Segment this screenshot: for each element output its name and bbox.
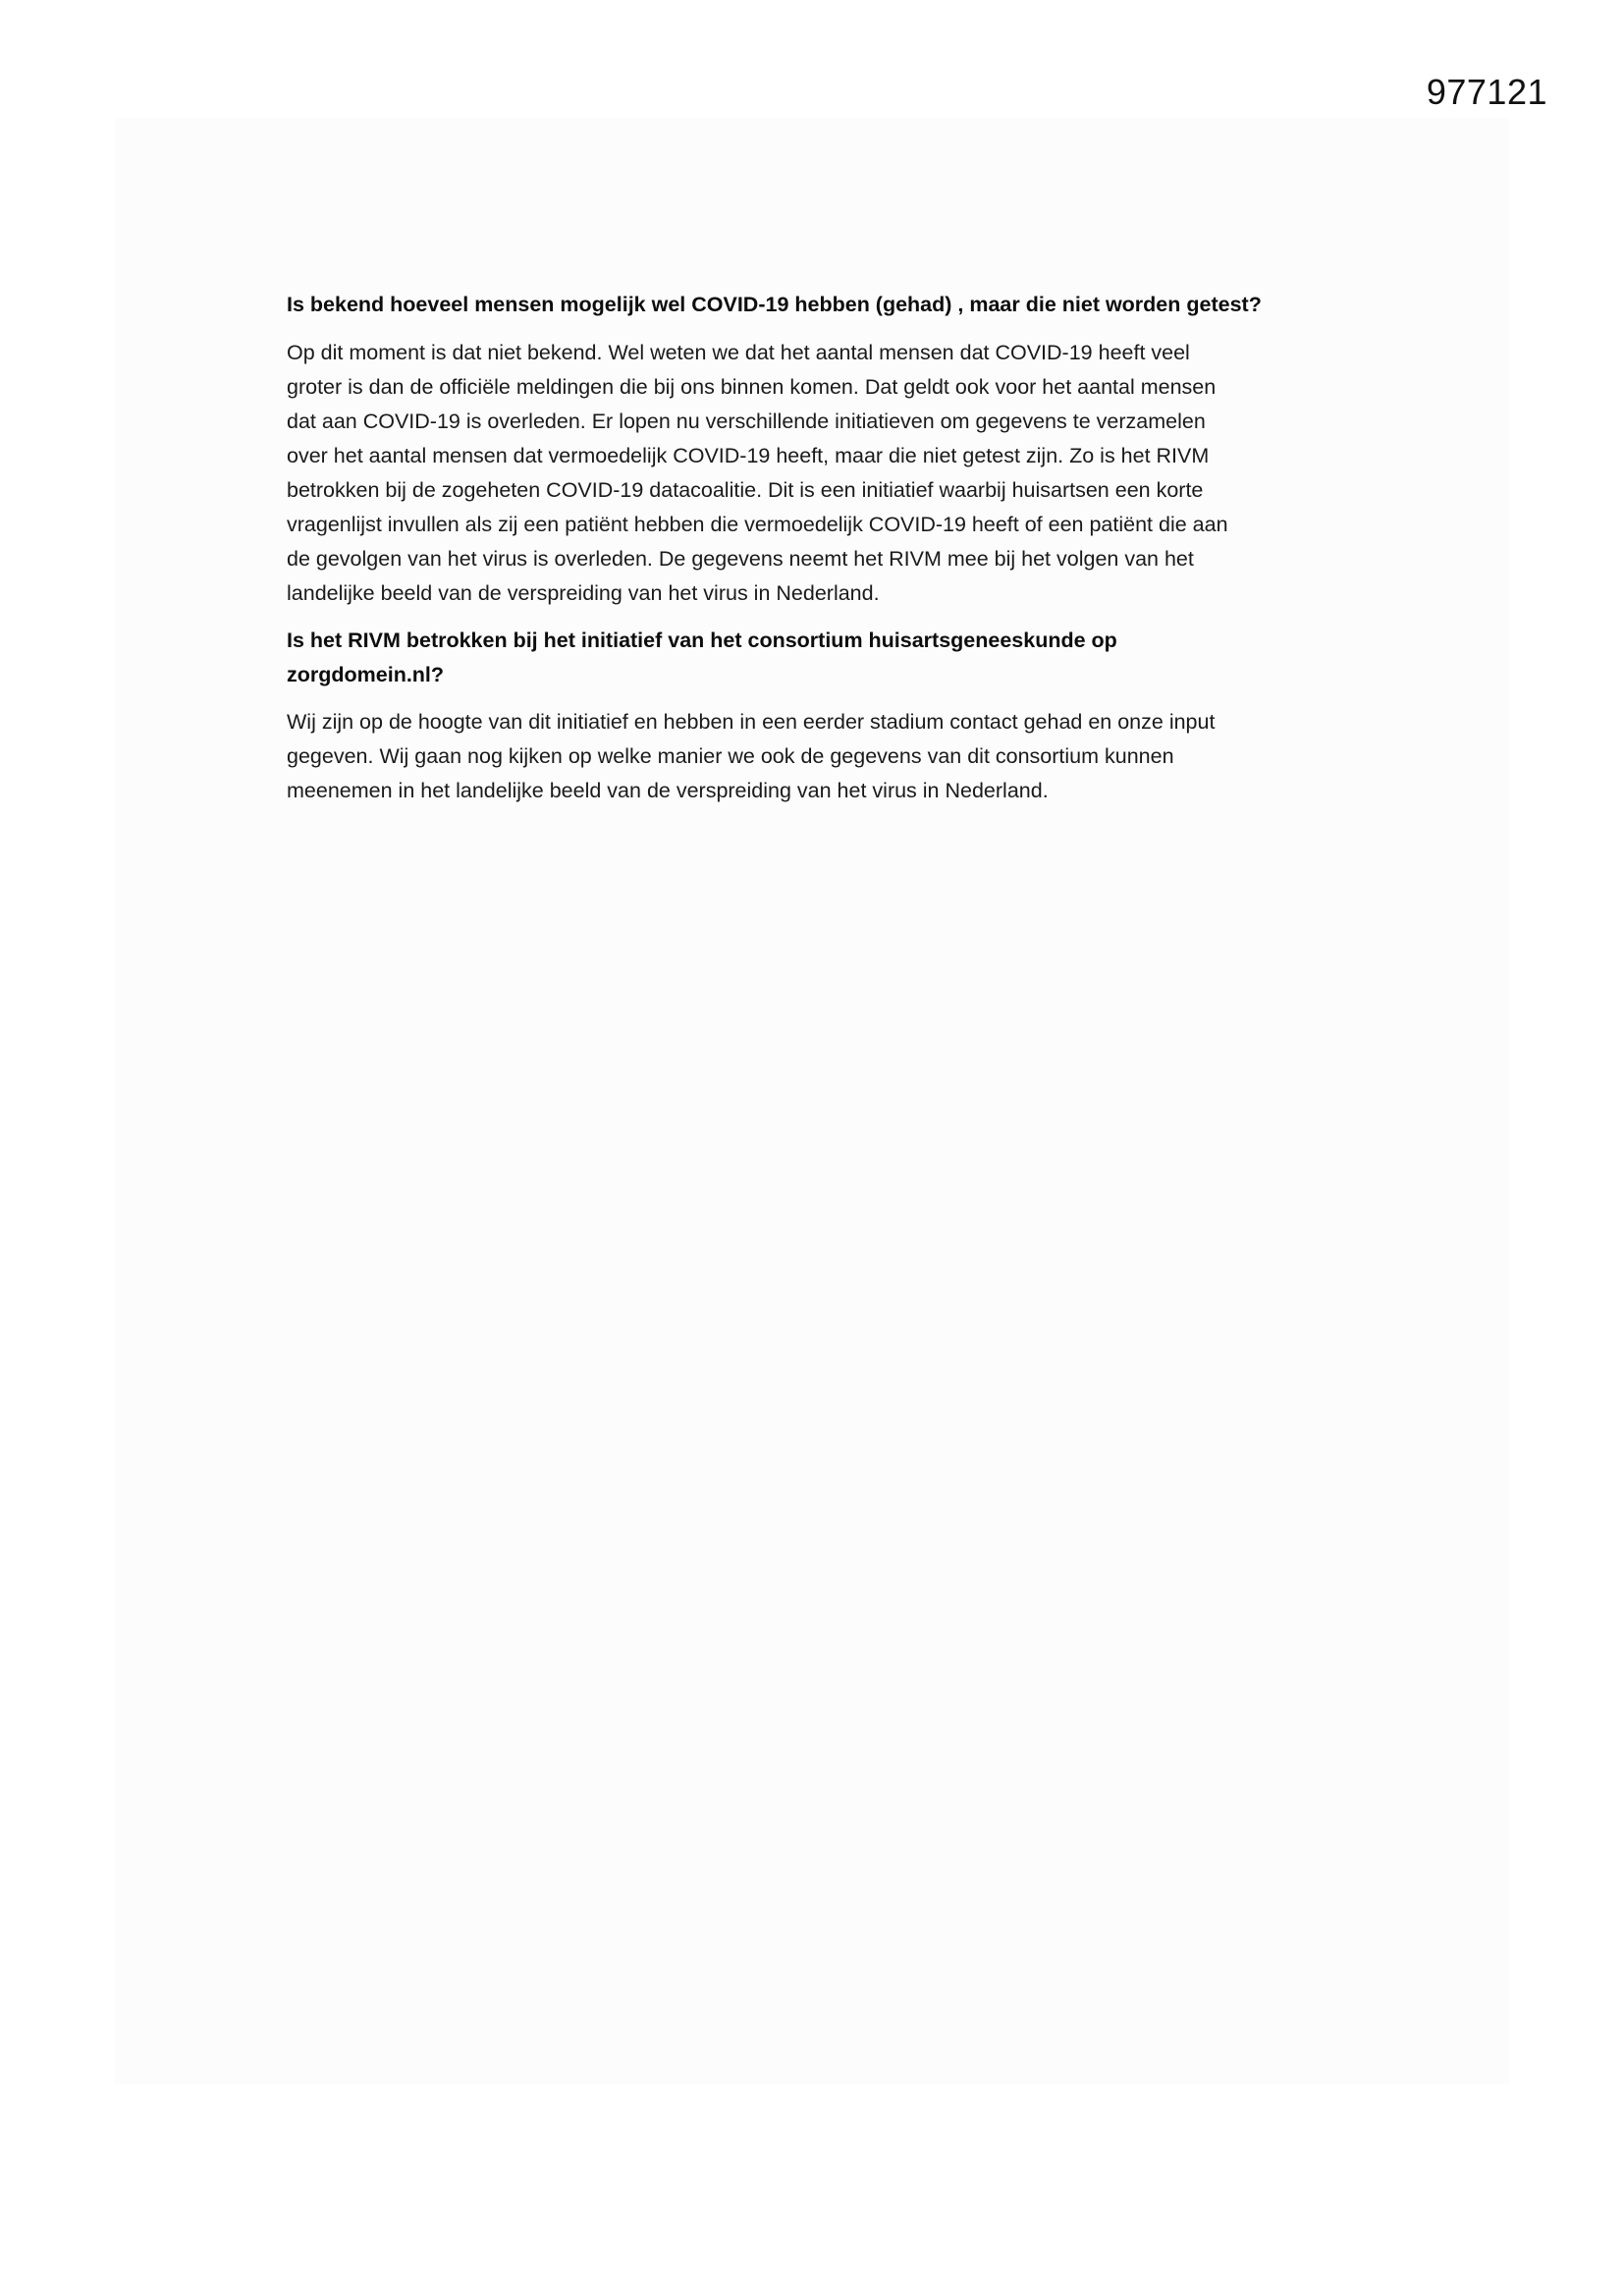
answer-line: over het aantal mensen dat vermoedelijk COVID-19 heeft, maar die niet getest zijn. Zo is het RIVM: [287, 444, 1210, 467]
question-heading-1: [287, 288, 1367, 322]
answer-line: de gevolgen van het virus is overleden. De gegevens neemt het RIVM mee bij het volgen van het: [287, 547, 1194, 571]
answer-line: betrokken bij de zogeheten COVID-19 datacoalitie. Dit is een initiatief waarbij huisartsen een korte: [287, 478, 1204, 502]
answer-line: landelijke beeld van de verspreiding van het virus in Nederland.: [287, 581, 880, 605]
question-heading-2: [287, 624, 1367, 692]
answer-paragraph-1: [287, 336, 1367, 611]
answer-line: meenemen in het landelijke beeld van de verspreiding van het virus in Nederland.: [287, 779, 1049, 802]
answer-line: gegeven. Wij gaan nog kijken op welke manier we ook de gegevens van dit consortium kunnen: [287, 744, 1174, 768]
answer-line: vragenlijst invullen als zij een patiënt hebben die vermoedelijk COVID-19 heeft of een patiënt die aan: [287, 513, 1228, 536]
question-line: Is bekend hoeveel mensen mogelijk wel COVID-19 hebben (gehad) , maar die niet worden getest?: [287, 293, 1262, 316]
question-line: Is het RIVM betrokken bij het initiatief van het consortium huisartsgeneeskunde op: [287, 629, 1117, 652]
answer-line: dat aan COVID-19 is overleden. Er lopen nu verschillende initiatieven om gegevens te verzamelen: [287, 410, 1206, 433]
document-number: 977121: [1426, 72, 1547, 112]
document-body: [287, 288, 1367, 808]
answer-line: groter is dan de officiële meldingen die bij ons binnen komen. Dat geldt ook voor het aantal mensen: [287, 375, 1217, 399]
question-line: zorgdomein.nl?: [287, 663, 445, 686]
answer-line: Op dit moment is dat niet bekend. Wel weten we dat het aantal mensen dat COVID-19 heeft veel: [287, 341, 1190, 364]
answer-paragraph-2: [287, 705, 1367, 808]
answer-line: Wij zijn op de hoogte van dit initiatief en hebben in een eerder stadium contact gehad en onze input: [287, 710, 1216, 734]
